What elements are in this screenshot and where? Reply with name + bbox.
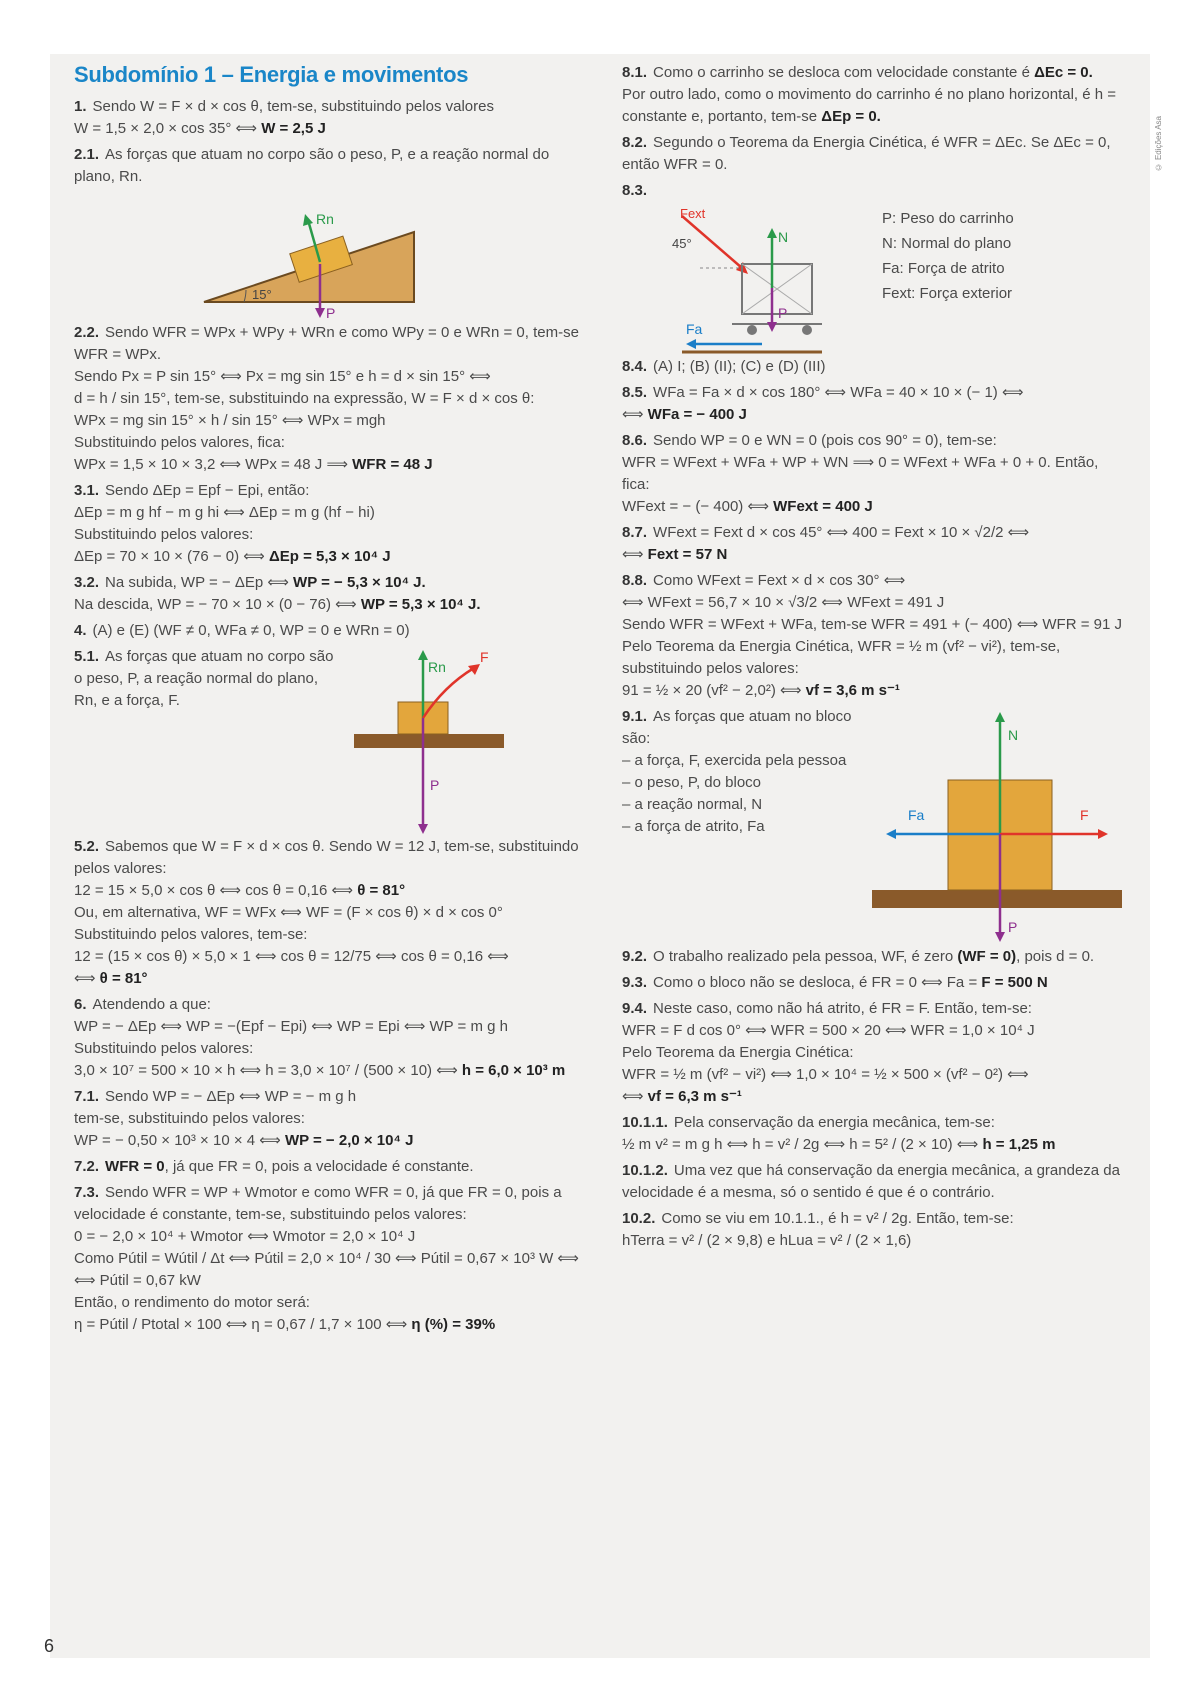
inclined-plane-figure (74, 192, 594, 322)
normal-label: Rn (316, 211, 334, 227)
answer-10-2: 10.2. Como se viu em 10.1.1., é h = v² / 2g. Então, tem-se: hTerra = v² / (2 × 9,8) e hLua = v² / (2 × 1,6) (622, 1210, 1014, 1249)
answer-8-3: 8.3. (622, 182, 648, 199)
answer-3-1: 3.1. Sendo ΔEp = Epf − Epi, então: ΔEp = m g hf − m g hi ⟺ ΔEp = m g (hf − hi) Substituindo pelos valores: ΔEp = 70 × 10 × (76 − 0) ⟺ ΔEp = 5,3 × 10⁴ J (74, 482, 391, 565)
page-number: 6 (44, 1636, 55, 1656)
block-forces-figure (862, 706, 1122, 946)
answer-2-2: 2.2. Sendo WFR = WPx + WPy + WRn e como WPy = 0 e WRn = 0, tem-se WFR = WPx. Sendo Px = P sin 15° ⟺ Px = mg sin 15° e h = d × sin 15° ⟺ d = h / sin 15°, tem-se, substituindo na expressão, W = F × d × cos θ: WPx = mg sin 15° × h / sin 15° ⟺ WPx = mgh Substituindo pelos valores, fica: WPx = 1,5 × 10 × 3,2 ⟺ WPx = 48 J ⟹ WFR = 48 J (74, 324, 579, 473)
answer-10-1-2: 10.1.2. Uma vez que há conservação da energia mecânica, a grandeza da velocidade é a mesma, só o sentido é que é o contrário. (622, 1162, 1120, 1201)
answer-3-2: 3.2. Na subida, WP = − ΔEp ⟺ WP = − 5,3 × 10⁴ J. Na descida, WP = − 70 × 10 × (0 − 76) ⟺ WP = 5,3 × 10⁴ J. (74, 574, 481, 613)
answer-number: 1. (74, 98, 87, 115)
section-title: Subdomínio 1 – Energia e movimentos (74, 62, 469, 87)
answer-4: 4. (A) e (E) (WF ≠ 0, WFa ≠ 0, WP = 0 e WRn = 0) (74, 622, 410, 639)
answer-9-4: 9.4. Neste caso, como não há atrito, é FR = F. Então, tem-se: WFR = F d cos 0° ⟺ WFR = 500 × 20 ⟺ WFR = 1,0 × 10⁴ J Pelo Teorema da Energia Cinética: WFR = ½ m (vf² − vi²) ⟺ 1,0 × 10⁴ = ½ × 500 × (vf² − 0²) ⟺ ⟺ vf = 6,3 m s⁻¹ (622, 1000, 1035, 1105)
answer-9-3: 9.3. Como o bloco não se desloca, é FR = 0 ⟺ Fa = F = 500 N (622, 974, 1048, 991)
answer-8-2: 8.2. Segundo o Teorema da Energia Cinética, é WFR = ΔEc. Se ΔEc = 0, então WFR = 0. (622, 134, 1111, 173)
paper-sheet (50, 54, 1150, 1658)
list-item: – o peso, P, do bloco (622, 774, 761, 791)
answer-6: 6. Atendendo a que: WP = − ΔEp ⟺ WP = −(Epf − Epi) ⟺ WP = Epi ⟺ WP = m g h Substituindo pelos valores: 3,0 × 10⁷ = 500 × 10 × h ⟺ h = 3,0 × 10⁷ / (500 × 10) ⟺ h = 6,0 × 10³ m (74, 996, 566, 1079)
floor (354, 734, 504, 748)
answer-7-1: 7.1. Sendo WP = − ΔEp ⟺ WP = − m g h tem-se, substituindo pelos valores: WP = − 0,50 × 10³ × 10 × 4 ⟺ WP = − 2,0 × 10⁴ J (74, 1088, 414, 1149)
weight-label: P (1008, 919, 1018, 935)
weight-label: P (430, 777, 440, 793)
answer-8-1: 8.1. Como o carrinho se desloca com velocidade constante é ΔEc = 0. Por outro lado, como o movimento do carrinho é no plano horizontal, é h = constante e, portanto, tem-se ΔEp = 0. (622, 64, 1117, 125)
answer-2-1: 2.1. As forças que atuam no corpo são o peso, P, e a reação normal do plano, Rn. (74, 146, 550, 185)
block-on-floor-figure (334, 646, 584, 836)
legend-item: P: Peso do carrinho (882, 210, 1014, 227)
answer-8-6: 8.6. Sendo WP = 0 e WN = 0 (pois cos 90° = 0), tem-se: WFR = WFext + WFa + WP + WN ⟹ 0 = WFext + WFa + 0 + 0. Então, fica: WFext = − (− 400) ⟺ WFext = 400 J (622, 432, 1099, 515)
list-item: – a força de atrito, Fa (622, 818, 765, 835)
right-column (622, 62, 1126, 1256)
angle-label: 15° (252, 287, 272, 302)
floor (872, 890, 1122, 908)
answer-5-1: 5.1. As forças que atuam no corpo são o peso, P, a reação normal do plano, Rn, e a força, F. Rn F P (74, 646, 594, 836)
answer-8-8: 8.8. Como WFext = Fext × d × cos 30° ⟺ ⟺ WFext = 56,7 × 10 × √3/2 ⟺ WFext = 491 J Sendo WFR = WFext + WFa, tem-se WFR = 491 + (− 400) ⟺ WFR = 91 J Pelo Teorema da Energia Cinética, WFR = ½ m (vf² − vi²), tem-se, substituindo pelos valores: 91 = ½ × 20 (vf² − 2,0²) ⟺ vf = 3,6 m s⁻¹ (622, 572, 1122, 699)
list-item: – a força, F, exercida pela pessoa (622, 752, 847, 769)
cart-figure (622, 206, 862, 356)
answer-8-5: 8.5. WFa = Fa × d × cos 180° ⟺ WFa = 40 × 10 × (− 1) ⟺ ⟺ WFa = − 400 J (622, 384, 1024, 423)
answer-8-7: 8.7. WFext = Fext d × cos 45° ⟺ 400 = Fext × 10 × √2/2 ⟺ ⟺ Fext = 57 N (622, 524, 1030, 563)
legend-item: N: Normal do plano (882, 235, 1012, 252)
list-item: – a reação normal, N (622, 796, 763, 813)
answer-1: 1. Sendo W = F × d × cos θ, tem-se, substituindo pelos valores W = 1,5 × 2,0 × cos 35° ⟺ W = 2,5 J (74, 98, 494, 137)
cart-legend (882, 210, 1014, 310)
left-column (74, 62, 594, 1340)
friction-label: Fa (908, 807, 925, 823)
answer-7-3: 7.3. Sendo WFR = WP + Wmotor e como WFR = 0, já que FR = 0, pois a velocidade é constante, tem-se, substituindo pelos valores: 0 = − 2,0 × 10⁴ + Wmotor ⟺ Wmotor = 2,0 × 10⁴ J Como Pútil = Wútil / Δt ⟺ Pútil = 2,0 × 10⁴ / 30 ⟺ Pútil = 0,67 × 10³ W ⟺ ⟺ Pútil = 0,67 kW Então, o rendimento do motor será: η = Pútil / Ptotal × 100 ⟺ η = 0,67 / 1,7 × 100 ⟺ η (%) = 39% (74, 1184, 579, 1333)
normal-label: N (1008, 727, 1019, 743)
applied-label: F (480, 649, 489, 665)
cart-figure-row (622, 206, 1126, 356)
applied-label: F (1080, 807, 1089, 823)
publisher-credit: © Edições Asa (1154, 116, 1163, 172)
weight-label: P (778, 305, 788, 321)
external-force-label: Fext (680, 206, 706, 221)
normal-label: N (778, 229, 789, 245)
answer-7-2: 7.2. WFR = 0, já que FR = 0, pois a velocidade é constante. (74, 1158, 474, 1175)
legend-item: Fa: Força de atrito (882, 260, 1005, 277)
answer-9-1: 9.1. As forças que atuam no bloco são: – a força, F, exercida pela pessoa – o peso, P, do bloco – a reação normal, N – a força de atrito, Fa N Fa F P (622, 706, 1126, 946)
answer-8-4: 8.4. (A) I; (B) (II); (C) e (D) (III) (622, 358, 826, 375)
cart-wheel (802, 325, 812, 335)
normal-label: Rn (428, 659, 446, 675)
cart-wheel (747, 325, 757, 335)
angle-label: 45° (672, 236, 692, 251)
legend-item: Fext: Força exterior (882, 285, 1013, 302)
weight-label: P (326, 305, 336, 321)
friction-label: Fa (686, 321, 703, 337)
answer-5-2: 5.2. Sabemos que W = F × d × cos θ. Sendo W = 12 J, tem-se, substituindo pelos valores: 12 = 15 × 5,0 × cos θ ⟺ cos θ = 0,16 ⟺ θ = 81° Ou, em alternativa, WF = WFx ⟺ WF = (F × cos θ) × d × cos 0° Substituindo pelos valores, tem-se: 12 = (15 × cos θ) × 5,0 × 1 ⟺ cos θ = 12/75 ⟺ cos θ = 0,16 ⟺ ⟺ θ = 81° (74, 838, 579, 987)
answer-9-2: 9.2. O trabalho realizado pela pessoa, WF, é zero (WF = 0), pois d = 0. (622, 948, 1095, 965)
answer-10-1-1: 10.1.1. Pela conservação da energia mecânica, tem-se: ½ m v² = m g h ⟺ h = v² / 2g ⟺ h = 5² / (2 × 10) ⟺ h = 1,25 m (622, 1114, 1056, 1153)
